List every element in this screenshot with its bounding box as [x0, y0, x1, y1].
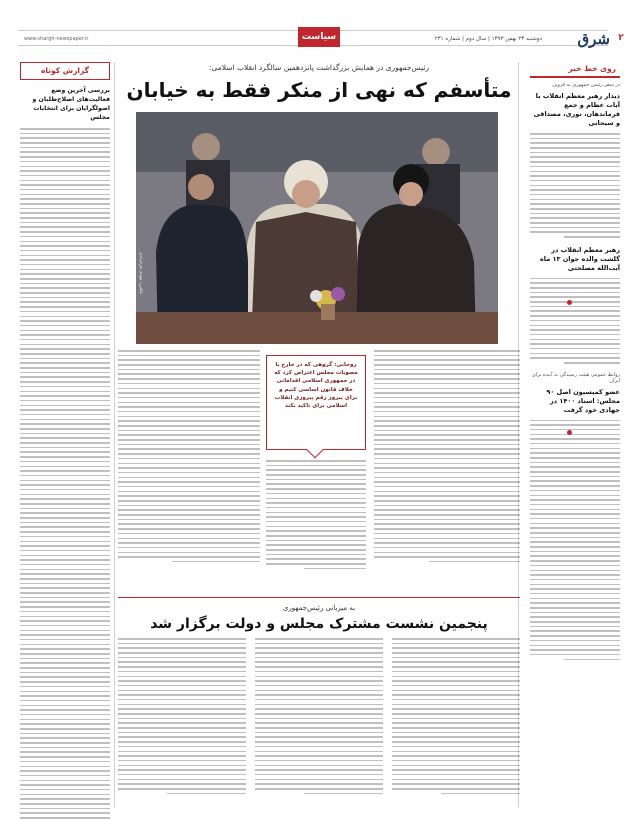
- left-column-header: گزارش کوتاه: [20, 62, 110, 80]
- newspaper-logo: شرق: [577, 30, 610, 48]
- website-url: www.shargh-newspaper.ir: [24, 36, 89, 42]
- main-body: [118, 350, 520, 590]
- story1-body: [530, 133, 620, 238]
- story3-headline: عضو کمیسیون اصل ۹۰ مجلس: اسناد ۱۴۰۰ در جهادی خود گرفت: [546, 387, 620, 414]
- second-col-2: [255, 638, 383, 794]
- main-kicker: رئیس‌جمهوری در همایش بزرگداشت پانزدهمین سالگرد انقلاب اسلامی:: [208, 63, 430, 72]
- pull-quote-text: روحانی: گروهی که در خارج با مصوبات مجلس اعتراض کرد که در جمهوری اسلامی اقداماتی خلاف قانون اساسی کنیم و برای پیروز رقم پیروزی انقلاب اسلامی برای تاکید نکند: [274, 362, 358, 410]
- left-column-headline: بررسی آخرین وضع فعالیت‌های اصلاح‌طلبان و اصولگرایان برای انتخابات مجلس: [32, 87, 110, 121]
- left-column: [20, 62, 110, 807]
- photo-credit: عکس: مهدی فرحزادی: [138, 252, 143, 295]
- right-column: [530, 62, 620, 807]
- story3-kicker: روابط عمومی هیئت رسیدگی به آینده برای ایران: [531, 371, 620, 384]
- second-headline: پنجمین نشست مشترک مجلس و دولت برگزار شد: [150, 616, 488, 632]
- right-column-header: روی خط خبر: [530, 62, 620, 78]
- story2-body: [530, 278, 620, 364]
- issue-info: دوشنبه ۲۳ بهمن ۱۳۹۳ | سال دوم | شماره ۲۳۱: [434, 36, 542, 42]
- separator-dot: [567, 430, 572, 435]
- photo-illustration: [136, 112, 498, 344]
- pull-quote-pointer: [307, 442, 324, 459]
- pull-quote: [266, 355, 366, 450]
- story1-kicker: در سفر رئیس جمهوری به قزوین: [552, 82, 620, 88]
- story1-headline: دیدار رهبر معظم انقلاب با آیات عظام و جمع فرماندهان، نوری، مصداقی و سبحانی: [533, 92, 620, 127]
- main-story: [118, 62, 520, 807]
- second-col-3: [392, 638, 520, 794]
- second-story: [118, 597, 520, 807]
- section-badge: سیاست: [298, 27, 340, 47]
- story2-headline: رهبر معظم انقلاب در گلشت والده جوان ۱۳ ماه آیت‌الله مصلحتی: [539, 245, 620, 272]
- main-headline: متأسفم که نهی از منکر فقط به خیابان: [126, 78, 512, 102]
- left-column-body: [20, 128, 110, 820]
- column-divider-left: [114, 62, 115, 807]
- body-col-3: [374, 350, 520, 562]
- page-number: ۲: [618, 33, 624, 43]
- page-header: [0, 0, 630, 54]
- separator-dot: [567, 300, 572, 305]
- body-col-1: [118, 350, 260, 562]
- second-kicker: به میزبانی رئیس‌جمهوری: [282, 604, 356, 612]
- main-photo: [136, 112, 498, 344]
- story3-body: [530, 420, 620, 661]
- body-col-2: [266, 460, 366, 569]
- second-col-1: [118, 638, 246, 794]
